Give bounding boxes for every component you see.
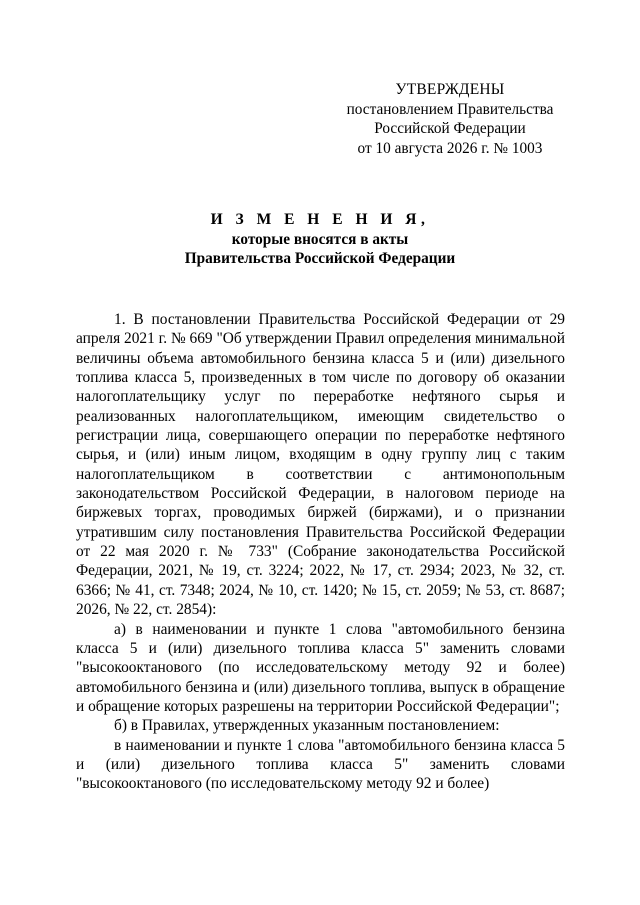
approved-line-1: постановлением Правительства <box>346 100 554 118</box>
approval-stamp <box>330 80 570 158</box>
paragraph-b: б) в Правилах, утвержденных указанным постановлением: <box>114 717 500 735</box>
document-subtitle-2: Правительства Российской Федерации <box>184 250 456 268</box>
document-subtitle-1: которые вносятся в акты <box>231 231 409 248</box>
document-title-block <box>40 210 600 268</box>
paragraph-a: а) в наименовании и пункте 1 слова "автомобильного бензина класса 5 и (или) дизельного топлива класса 5" заменить словами "высокооктанового (по исследовательскому методу 92 и более) автомобильного бензина и (или) дизельного топлива, выпуск в обращение и обращение которых разрешены на территории Российской Федерации"; <box>76 620 565 715</box>
paragraph-1: 1. В постановлении Правительства Российской Федерации от 29 апреля 2021 г. № 669 "Об утверждении Правил определения минимальной величины объема автомобильного бензина класса 5 и (или) дизельного топлива класса 5, произведенных в том числе по договору об оказании налогоплательщику услуг по переработке нефтяного сырья и реализованных налогоплательщиком, имеющим свидетельство о регистрации лица, совершающего операции по переработке нефтяного сырья, и (или) иным лицом, входящим в одну группу лиц с таким налогоплательщиком в соответствии с антимонопольным законодательством Российской Федерации, в налоговом периоде на биржевых торгах, проводимых биржей (биржами), и о признании утратившим силу постановления Правительства Российской Федерации от 22 мая 2020 г. № 733" (Собрание законодательства Российской Федерации, 2021, № 19, ст. 3224; 2022, № 17, ст. 2934; 2023, № 32, ст. 6366; № 41, ст. 7348; 2024, № 10, ст. 1420; № 15, ст. 2059; № 53, ст. 8687; 2026, № 22, ст. 2854): <box>76 311 565 619</box>
document-body <box>76 310 565 794</box>
approved-line-3: от 10 августа 2026 г. № 1003 <box>357 139 543 157</box>
document-title: И З М Е Н Е Н И Я, <box>210 211 430 228</box>
approved-heading: УТВЕРЖДЕНЫ <box>395 81 505 98</box>
paragraph-b-item: в наименовании и пункте 1 слова "автомобильного бензина класса 5 и (или) дизельного топлива класса 5" заменить словами "высокооктанового (по исследовательскому методу 92 и более) <box>76 736 565 793</box>
approved-line-2: Российской Федерации <box>374 120 526 137</box>
